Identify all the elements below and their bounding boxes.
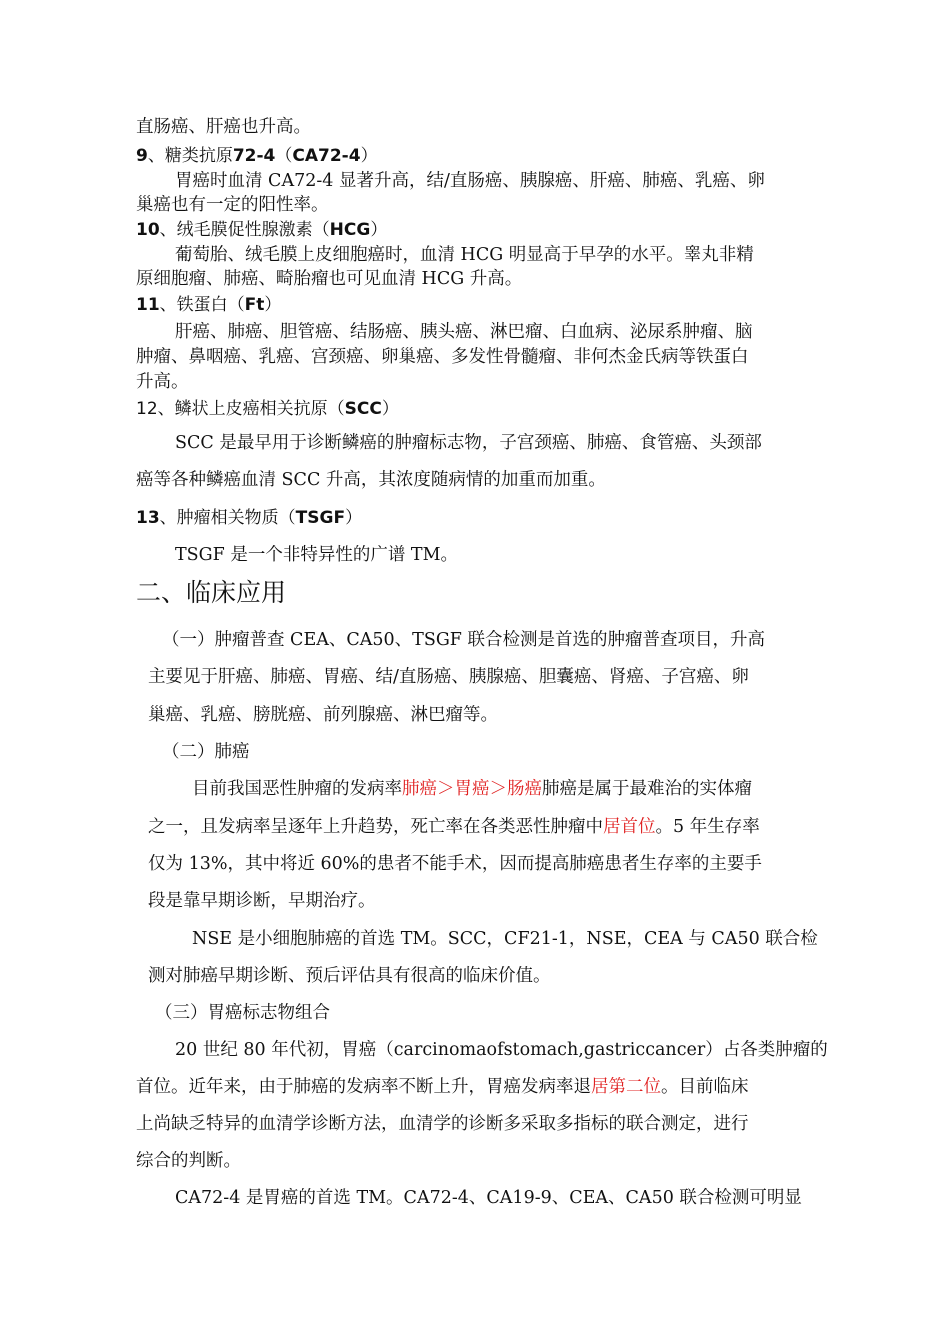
text-line: 原细胞瘤、肺癌、畸胎瘤也可见血清 HCG 升高。 [136,269,523,289]
heading-item-13: 13、肿瘤相关物质（TSGF） [136,508,363,528]
text-line: 肝癌、肺癌、胆管癌、结肠癌、胰头癌、淋巴瘤、白血病、泌尿系肿瘤、脑 [175,322,753,342]
text-line: 上尚缺乏特异的血清学诊断方法，血清学的诊断多采取多指标的联合测定，进行 [136,1114,749,1134]
highlight-text: 肺癌＞胃癌＞肠癌 [402,779,542,799]
text-line: 巢癌、乳癌、膀胱癌、前列腺癌、淋巴瘤等。 [148,705,498,725]
text-line: 直肠癌、肝癌也升高。 [136,117,311,137]
text-line: NSE 是小细胞肺癌的首选 TM。SCC，CF21-1，NSE，CEA 与 CA50 联合检 [192,929,818,949]
text-line: 胃癌时血清 CA72-4 显著升高，结/直肠癌、胰腺癌、肝癌、肺癌、乳癌、卵 [175,171,765,191]
text-line: 升高。 [136,372,189,392]
heading-item-12: 12、鳞状上皮癌相关抗原（SCC） [136,399,399,419]
heading-item-9: 9、糖类抗原72-4（CA72-4） [136,146,378,166]
subsection-heading: （三）胃癌标志物组合 [155,1003,330,1023]
text-line: 综合的判断。 [136,1151,241,1171]
text-line: 测对肺癌早期诊断、预后评估具有很高的临床价值。 [148,966,551,986]
text-line: 巢癌也有一定的阳性率。 [136,195,329,215]
subsection-heading: （二）肺癌 [162,742,250,762]
text-line: 之一，且发病率呈逐年上升趋势，死亡率在各类恶性肿瘤中居首位。5 年生存率 [148,817,760,837]
highlight-text: 居首位 [603,817,656,837]
text-line: 仅为 13%，其中将近 60%的患者不能手术，因而提高肺癌患者生存率的主要手 [148,854,762,874]
text-line: （一）肿瘤普查 CEA、CA50、TSGF 联合检测是首选的肿瘤普查项目，升高 [162,630,766,650]
text-line: CA72-4 是胃癌的首选 TM。CA72-4、CA19-9、CEA、CA50 联合检测可明显 [175,1188,802,1208]
highlight-text: 居第二位 [591,1077,661,1097]
text-line: 首位。近年来，由于肺癌的发病率不断上升，胃癌发病率退居第二位。目前临床 [136,1077,749,1097]
text-line: 肿瘤、鼻咽癌、乳癌、宫颈癌、卵巢癌、多发性骨髓瘤、非何杰金氏病等铁蛋白 [136,347,749,367]
text-line: SCC 是最早用于诊断鳞癌的肿瘤标志物，子宫颈癌、肺癌、食管癌、头颈部 [175,433,762,453]
section-heading: 二、临床应用 [136,578,287,607]
text-line: 癌等各种鳞癌血清 SCC 升高，其浓度随病情的加重而加重。 [136,470,606,490]
text-line: TSGF 是一个非特异性的广谱 TM。 [175,545,458,565]
text-line: 主要见于肝癌、肺癌、胃癌、结/直肠癌、胰腺癌、胆囊癌、肾癌、子宫癌、卵 [148,667,749,687]
text-line: 目前我国恶性肿瘤的发病率肺癌＞胃癌＞肠癌肺癌是属于最难治的实体瘤 [192,779,752,799]
text-line: 20 世纪 80 年代初，胃癌（carcinomaofstomach,gastriccancer）占各类肿瘤的 [175,1040,828,1060]
text-line: 葡萄胎、绒毛膜上皮细胞癌时，血清 HCG 明显高于早孕的水平。睾丸非精 [175,245,754,265]
heading-item-10: 10、绒毛膜促性腺激素（HCG） [136,220,388,240]
heading-item-11: 11、铁蛋白（Ft） [136,295,282,315]
text-line: 段是靠早期诊断，早期治疗。 [148,891,376,911]
